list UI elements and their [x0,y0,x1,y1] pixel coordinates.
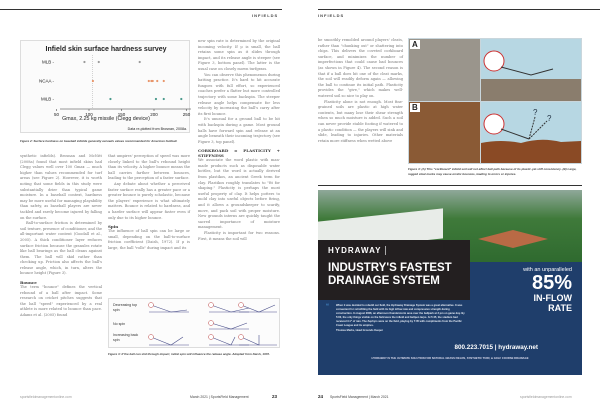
label-decreasing-topspin: Decreasing top spin [113,303,138,312]
paragraph: that umpires' perception of speed was more closely linked to the ball's rebound height than its velocity. A higher bounce means the ball carries farther between bounces, leading to the perception of a faster surface. [108,154,190,181]
x-tick-label: 100 [85,112,93,117]
data-point-ncaa [156,80,158,82]
paragraph: be smoothly remolded around players' cleats, rather than "chunking out" or shattering into chips. This delivers the coveted corkboard surface, and minimizes the number of imperfections that could cause bad bounces (as shown in Figure 4). The second reason is that if a ball does hit one of the cleat marks, the soil will readily deform again — allowing the ball to continue its initial path. Plasticity provides the "give," which makes well-watered soil so nice to play on. [318,38,403,98]
ad-tagline: HYDRAWAY IS THE ULTIMATE SOLUTION FOR NATURAL GRASS FIELDS, SYNTHETIC TURF, & GOLF COURSE DRAINAGE [371,357,529,360]
footer-url-right[interactable]: sportsfieldmanagementonline.com [520,395,572,399]
footer-url-left[interactable]: sportsfieldmanagementonline.com [20,395,72,399]
left-column-1 [20,154,102,319]
ad-contact[interactable]: 800.223.7015 | hydraway.net [454,344,538,351]
data-point-ncaa [92,80,94,82]
panel-b-label: B [412,103,418,112]
data-point-milb [180,98,182,100]
page-number-right: 24 [318,394,324,399]
heading-corkboard: CORKBOARD = PLASTICITY + STIFFNESS [198,148,280,159]
chart-svg [21,41,191,134]
ad-testimonial [336,304,466,340]
paragraph: Ball-to-surface friction is determined by soil texture, presence of conditioner, and the all-important water content (Goodall et al., 2005). A thick conditioner layer reduces surface friction because the granules rotate like ball bearings as the ball cleans against them. The ball will skid rather than checking up. Friction also affects the ball's release angle, which, in turn, alters the bounce height (Figure 3). [20,221,102,276]
data-point-mlb [83,61,85,63]
data-point-mlb [98,61,100,63]
ad-percentage: 85% [531,272,572,294]
footer-issue-right: SportsField Management | March 2021 [330,395,389,399]
paragraph: The term "bounce" defines the vertical rebound of a ball after impact. Some research on cricket pitches suggests that the ball "speed" experienced by a real athlete is more related to bounce than pace. Adams et al. (2005) found [20,285,102,318]
left-column-2 [108,154,190,252]
paragraph: You can observe this phenomenon during batting practice. It's hard to hit accurate fungoes with full effort, so experienced coaches prefer a flatter but more controlled trajectory with some backspin. The steeper release angle helps compensate for less velocity by increasing the ball's carry after its first bounce. [198,72,280,116]
x-tick-label: 150 [117,112,126,117]
paragraph: Plasticity alone is not enough. Most fine-grained soils are plastic at high water contents, but many lose their shear strength when so much moisture is added. Such a soil can never provide stable footing if watered to a plastic condition — the players will sink and slide, leading to injuries. Other materials retain more stiffness when wetted above [318,99,403,143]
section-label: INFIELDS [252,13,279,18]
data-point-milb [155,98,157,100]
ad-rate-panel [470,265,582,355]
data-point-ncaa [163,80,165,82]
figure4 [408,38,582,164]
label-no-spin: No spin [113,322,126,326]
data-point-ncaa [152,80,154,82]
left-column-3 [198,39,280,295]
testimonial-attribution: Thomas Marks, Head Grounds Keeper [336,328,383,332]
paragraph: We associate the word plastic with man-made products such as disposable water bottles, but the word is actually derived from plastikos, an ancient Greek term for clay. Plastikos roughly translates to "fit for shaping." Plasticity is perhaps the most useful property of clay. It helps potters to mold clay into useful objects before firing, and it allows a groundskeeper to scarify, move, and pack soil with proper moisture. New grounds interns are quickly taught the sacred importance of moisture management. [198,158,280,230]
data-point-ncaa [148,80,150,82]
chart-title: Infield skin surface hardness survey [45,46,167,53]
heading-spin: Spin [108,224,119,230]
ad-headline-panel [318,240,470,300]
chart-note: Data re-plotted from Brosnan, 2008a. [127,127,187,131]
section-label: INFIELDS [318,13,345,18]
chart-xlabel: Gmax, 2.25 kg missile (Clegg device) [62,116,150,122]
infield-dirt [478,230,548,248]
question-mark: ? [547,114,552,123]
header-rule [0,9,282,10]
paragraph: It's unusual for a ground ball to be hit with backspin during a game. Most ground balls have forward spin and release at an angle beneath their incoming trajectory (see Figure 3, top panel). [198,117,280,144]
y-category-label: NCAA - [38,78,54,84]
headline-line: INDUSTRY'S FASTEST [328,262,452,274]
question-mark: ? [533,108,538,117]
panel-a-label: A [412,40,418,49]
page-number-left: 23 [272,394,278,399]
right-column [318,38,403,144]
ad-rate-line: IN-FLOW [533,293,572,303]
paragraph: new spin rate is determined by the original incoming velocity. If μ is small, the ball retains some spin as it slides through impact, and its release angle is steeper (see Figure 3, bottom panel). The latter is the usual case on closely mown turfgrass. [198,39,280,71]
hardness-chart [20,40,190,133]
x-tick-label: 250 [182,112,191,117]
label-increasing-backspin: Increasing back spin [113,333,139,342]
paragraph: synthetic infields). Brosnan and McNitt (2008a) found that most infield skins had Clegg values well over 100 Gmax — much higher than values recommended for turf areas (see Figure 2). However, it is worth noting that some fields in this study were substantially drier than typical game moisture. In a baseball context, hardness may be more useful for managing playability than safety, as baseball players are never tackled and rarely become injured by falling on the surface. [20,154,102,220]
ad-subheading: with an unparalleled [523,267,572,273]
x-tick-label: 50 [53,112,60,117]
quote-icon: “ [326,304,329,310]
paragraph: The influence of ball spin can be large or small, depending on the ball-to-surface friction coefficient (Daish, 1972). If μ is large, the ball "rolls" during impact and its [108,229,190,250]
hydraway-logo: HYDRAWAY [328,246,386,255]
ad-headline [328,262,452,288]
divider-rule [318,185,582,186]
x-tick-label: 200 [150,112,158,117]
testimonial-text: When it was decided to rebuild our field, the Hydraway Drainage System was a great alternative. It was convenient for retrofitting the field with its high inflow rate and compressive strength during construction. In August 2008, an afternoon thunderstorm area over the ballpark at 3 pm on game day. By 5:00, the only things visible on the field were the infield and bullpen tarps. At 5:45, the stadium had received 3.1" of rain. The Zephyrs were on the field, playing by 7:05 with compliments from the Pacific Coast League and its umpires. [336,304,465,328]
heading-bounce: Bounce [20,280,37,286]
paragraph: Plasticity is important for two reasons. First, it means the soil will [198,231,280,241]
data-point-mlb [139,61,141,63]
figure2-caption: Figure 2: Surface hardness on baseball infields generally exceeds values recommended for American football. [20,139,178,143]
headline-line: DRAINAGE SYSTEM [328,275,440,287]
figure3-caption: Figure 3: If the ball can slid through impact, initial spin will influence the release angle. Adapted from Daish, 1972. [108,352,270,356]
data-point-milb [163,98,165,100]
figure3-spin-diagram [108,298,280,348]
hydraway-advertisement[interactable] [318,190,582,375]
footer-issue-left: March 2021 | SportsField Management [190,395,249,399]
y-category-label: MLB - [41,59,54,65]
header-rule [318,9,600,10]
bounce-diagram [481,39,581,163]
figure4-caption: Figure 4: (A) This "corkboard" infield soil will not affect ball path because of its plastic-yet-stiff consistency. (B) Large, ragged cleat marks may cause erratic bounces, leading to errors or injuries. [408,167,577,176]
data-point-milb [109,98,111,100]
paragraph: Any debate about whether a perceived faster surface really has a greater pace or a greater bounce is purely scholastic, because the players' experience is what ultimately matters. Bounce is related to hardness, and a harder surface will appear faster even if only due to its higher bounce. [108,181,190,220]
y-category-label: MiLB - [40,96,54,102]
ad-rate-line: RATE [548,303,572,313]
spin-trajectories [109,299,281,349]
